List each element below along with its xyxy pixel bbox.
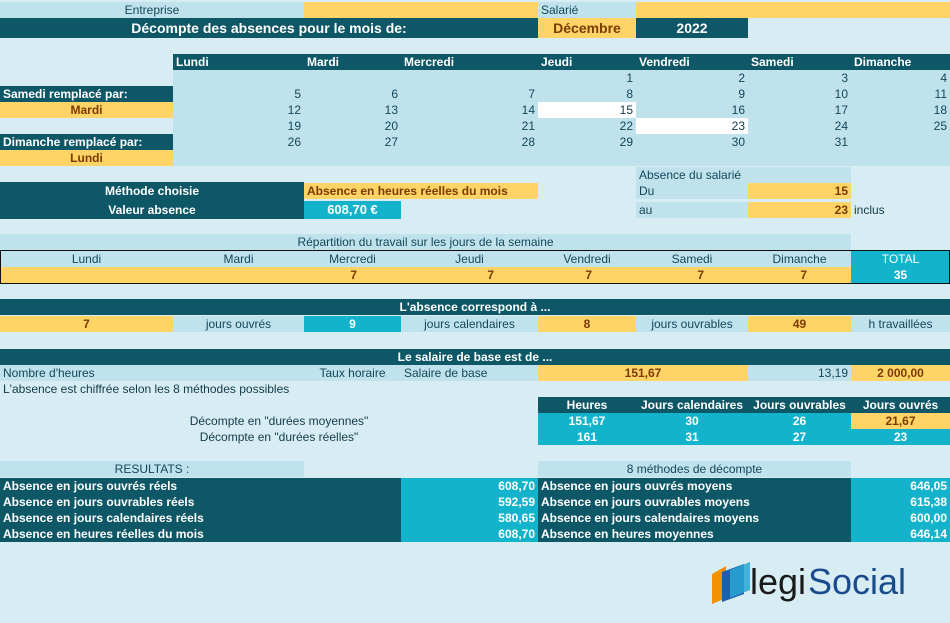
methode-resultat-value: 646,14 <box>851 526 950 542</box>
calendar-date-cell[interactable]: 14 <box>401 102 538 118</box>
du-label: Du <box>636 183 748 199</box>
methodes-title: 8 méthodes de décompte <box>538 461 851 477</box>
correspond-heures-label: h travaillées <box>851 316 950 332</box>
page-title: Décompte des absences pour le mois de: <box>0 18 538 38</box>
calendar-date-cell[interactable]: 26 <box>173 134 304 150</box>
calendar-date-cell[interactable]: 21 <box>401 118 538 134</box>
repartition-header: Dimanche <box>748 251 851 267</box>
au-input[interactable]: 23 <box>748 202 851 218</box>
calendar-date-cell[interactable]: 19 <box>173 118 304 134</box>
valeur-absence-label: Valeur absence <box>0 202 304 218</box>
entreprise-label: Entreprise <box>0 2 304 18</box>
calendar-date-cell[interactable]: 29 <box>538 134 636 150</box>
methode-resultat-label: Absence en jours calendaires moyens <box>538 510 851 526</box>
correspond-heures-value: 49 <box>748 316 851 332</box>
correspond-title: L'absence correspond à ... <box>0 299 950 315</box>
repartition-frame <box>0 250 950 284</box>
decompte-row-label: Décompte en "durées moyennes" <box>189 414 369 428</box>
calendar-date-cell[interactable]: 10 <box>748 86 851 102</box>
repartition-value-input[interactable]: 7 <box>401 267 538 283</box>
decompte-value: 30 <box>636 413 748 429</box>
du-input[interactable]: 15 <box>748 183 851 199</box>
correspond-jours-ouvrables-value: 8 <box>538 316 636 332</box>
repartition-value-input[interactable]: 7 <box>748 267 851 283</box>
decompte-value: 161 <box>538 429 636 445</box>
repartition-header: Jeudi <box>401 251 538 267</box>
month-select[interactable]: Décembre <box>538 18 636 38</box>
repartition-header: Mardi <box>173 251 304 267</box>
calendar-date-cell[interactable] <box>173 70 304 86</box>
correspond-jours-calendaires-value: 9 <box>304 316 401 332</box>
calendar-date-cell[interactable]: 20 <box>304 118 401 134</box>
calendar-date-cell[interactable]: 9 <box>636 86 748 102</box>
calendar-date-cell[interactable]: 27 <box>304 134 401 150</box>
calendar-date-cell[interactable]: 28 <box>401 134 538 150</box>
repartition-header: TOTAL <box>851 251 950 267</box>
taux-horaire-label: Taux horaire <box>304 365 401 381</box>
methode-resultat-value: 646,05 <box>851 478 950 494</box>
correspond-jours-calendaires-label: jours calendaires <box>401 316 538 332</box>
salaire-base-label: Salaire de base <box>401 365 538 381</box>
calendar-date-cell[interactable]: 3 <box>748 70 851 86</box>
calendar-date-cell[interactable]: 22 <box>538 118 636 134</box>
repartition-value-input[interactable]: 7 <box>636 267 748 283</box>
calendar-bottom-band <box>173 150 950 166</box>
year-field[interactable]: 2022 <box>636 18 748 38</box>
calendar-day-header: Vendredi <box>636 54 748 70</box>
calendar-day-header: Mardi <box>304 54 401 70</box>
nb-heures-label: Nombre d'heures <box>0 365 304 381</box>
calendar-date-cell[interactable]: 7 <box>401 86 538 102</box>
calendar-date-cell[interactable]: 16 <box>636 102 748 118</box>
calendar-date-cell[interactable]: 5 <box>173 86 304 102</box>
decompte-value: 23 <box>851 429 950 445</box>
methode-resultat-value: 600,00 <box>851 510 950 526</box>
calendar-date-cell[interactable]: 11 <box>851 86 950 102</box>
methode-select[interactable]: Absence en heures réelles du mois <box>304 183 538 199</box>
methode-resultat-value: 615,38 <box>851 494 950 510</box>
decompte-value: 21,67 <box>851 413 950 429</box>
dimanche-remplace-label: Dimanche remplacé par: <box>0 134 173 150</box>
valeur-absence-value: 608,70 € <box>304 201 401 219</box>
decompte-row-label: Décompte en "durées réelles" <box>199 430 359 444</box>
calendar-date-cell[interactable]: 24 <box>748 118 851 134</box>
taux-horaire-value: 13,19 <box>748 365 851 381</box>
repartition-value-input[interactable]: 7 <box>538 267 636 283</box>
methode-resultat-label: Absence en jours ouvrés moyens <box>538 478 851 494</box>
calendar-day-header: Dimanche <box>851 54 950 70</box>
samedi-remplace-label: Samedi remplacé par: <box>0 86 173 102</box>
calendar-date-cell[interactable]: 4 <box>851 70 950 86</box>
calendar-date-cell[interactable] <box>401 70 538 86</box>
methode-resultat-label: Absence en jours ouvrables moyens <box>538 494 851 510</box>
correspond-jours-ouvres-label: jours ouvrés <box>173 316 304 332</box>
salaire-base-input[interactable]: 2 000,00 <box>851 365 950 381</box>
resultat-label: Absence en jours ouvrés réels <box>0 478 401 494</box>
repartition-header: Vendredi <box>538 251 636 267</box>
calendar-date-cell[interactable]: 2 <box>636 70 748 86</box>
calendar-date-cell[interactable]: 1 <box>538 70 636 86</box>
resultats-title: RESULTATS : <box>0 461 304 477</box>
repartition-header: Samedi <box>636 251 748 267</box>
calendar-date-cell[interactable]: 8 <box>538 86 636 102</box>
repartition-title: Répartition du travail sur les jours de la semaine <box>0 234 851 250</box>
correspond-jours-ouvres-value: 7 <box>0 316 173 332</box>
decompte-value: 26 <box>748 413 851 429</box>
calendar-date-cell[interactable]: 31 <box>748 134 851 150</box>
calendar-date-cell[interactable]: 17 <box>748 102 851 118</box>
decompte-header: Heures <box>538 397 636 413</box>
repartition-value-input: 35 <box>851 267 950 283</box>
decompte-value: 151,67 <box>538 413 636 429</box>
resultat-value: 608,70 <box>401 526 538 542</box>
calendar-day-header: Mercredi <box>401 54 538 70</box>
methode-resultat-label: Absence en heures moyennes <box>538 526 851 542</box>
samedi-remplace-select[interactable]: Mardi <box>0 102 173 118</box>
correspond-jours-ouvrables-label: jours ouvrables <box>636 316 748 332</box>
legisocial-logo-icon <box>708 560 754 604</box>
calendar-date-cell[interactable]: 23 <box>636 118 748 134</box>
resultat-value: 580,65 <box>401 510 538 526</box>
resultat-value: 592,59 <box>401 494 538 510</box>
repartition-header: Mercredi <box>304 251 401 267</box>
calendar-date-cell[interactable] <box>851 134 950 150</box>
decompte-header: Jours ouvrés <box>851 397 950 413</box>
repartition-value-input[interactable]: 7 <box>304 267 401 283</box>
calendar-day-header: Samedi <box>748 54 851 70</box>
dimanche-remplace-select[interactable]: Lundi <box>0 150 173 166</box>
entreprise-input[interactable] <box>304 2 538 18</box>
absence-salarie-title: Absence du salarié <box>636 167 851 183</box>
decompte-value: 27 <box>748 429 851 445</box>
resultat-label: Absence en heures réelles du mois <box>0 526 401 542</box>
calendar-date-cell[interactable]: 25 <box>851 118 950 134</box>
calendar-day-header: Lundi <box>173 54 304 70</box>
calendar-date-cell[interactable]: 15 <box>538 102 636 118</box>
calendar-date-cell[interactable]: 12 <box>173 102 304 118</box>
decompte-header: Jours calendaires <box>636 397 748 413</box>
resultat-value: 608,70 <box>401 478 538 494</box>
heures-input[interactable]: 151,67 <box>538 365 748 381</box>
calendar-date-cell[interactable] <box>304 70 401 86</box>
salarie-label: Salarié <box>538 2 636 18</box>
au-label: au <box>636 202 748 218</box>
methode-label: Méthode choisie <box>0 183 304 199</box>
calendar-date-cell[interactable]: 6 <box>304 86 401 102</box>
salaire-title: Le salaire de base est de ... <box>0 349 950 365</box>
resultat-label: Absence en jours calendaires réels <box>0 510 401 526</box>
calendar-date-cell[interactable]: 18 <box>851 102 950 118</box>
inclus-label: inclus <box>854 203 885 217</box>
calendar-day-header: Jeudi <box>538 54 636 70</box>
legisocial-logo <box>708 558 928 608</box>
repartition-header: Lundi <box>0 251 173 267</box>
logo-text-legi: legi <box>750 561 807 602</box>
calendar-date-cell[interactable]: 30 <box>636 134 748 150</box>
resultat-label: Absence en jours ouvrables réels <box>0 494 401 510</box>
logo-text-social: Social <box>808 561 907 602</box>
calendar-date-cell[interactable]: 13 <box>304 102 401 118</box>
decompte-header: Jours ouvrables <box>748 397 851 413</box>
salarie-input[interactable] <box>636 2 950 18</box>
decompte-value: 31 <box>636 429 748 445</box>
methodes-note: L'absence est chiffrée selon les 8 méthodes possibles <box>3 382 290 396</box>
